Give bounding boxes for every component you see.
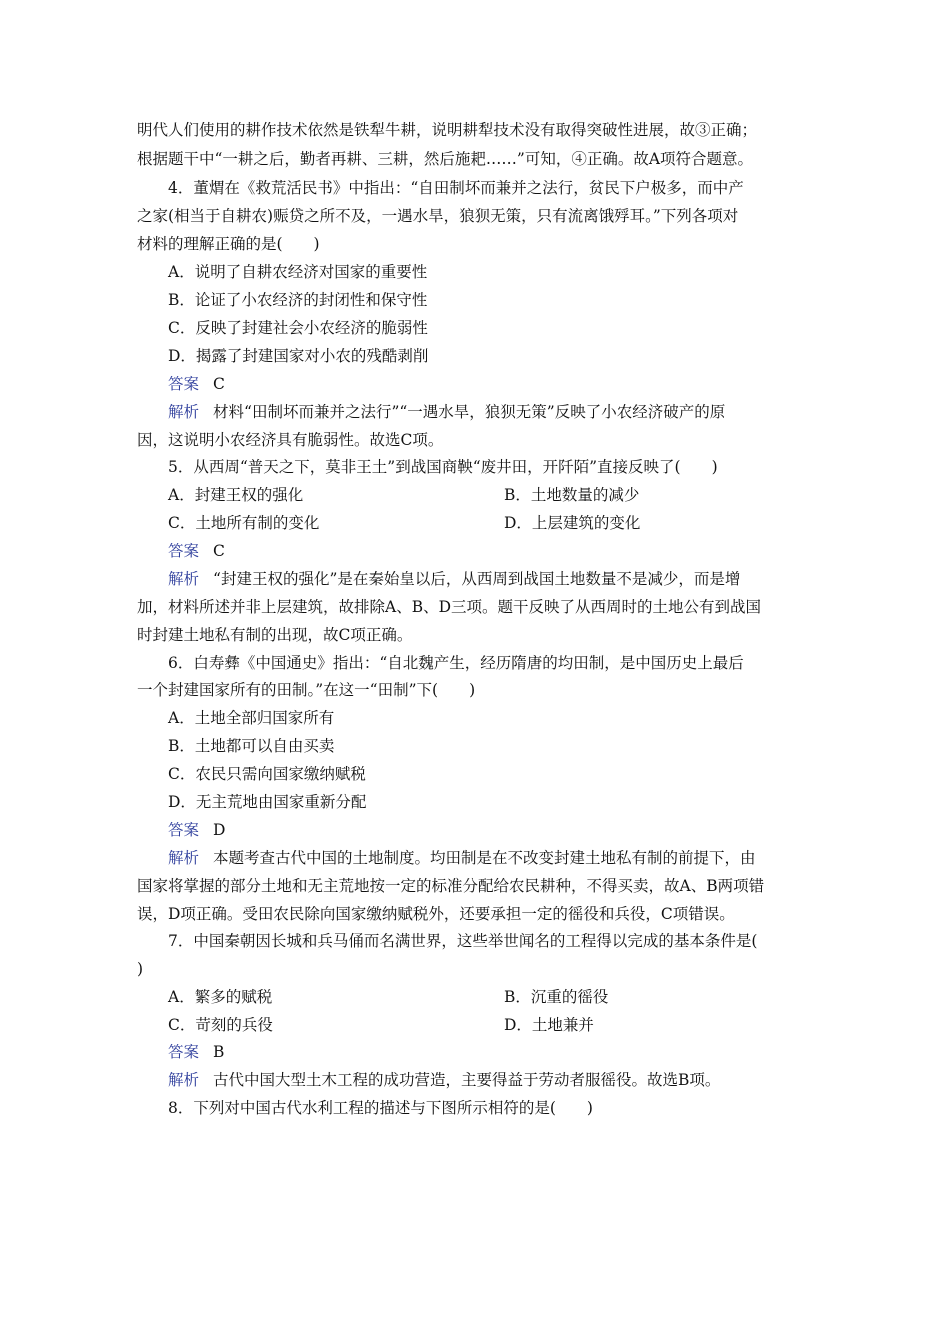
question-7-option-a: A．繁多的赋税 bbox=[168, 988, 273, 1006]
answer-label: 答案 bbox=[168, 821, 200, 839]
question-6-analysis: 误，D项正确。受田农民除向国家缴纳赋税外，还要承担一定的徭役和兵役，C项错误。 bbox=[137, 905, 735, 923]
answer-value: C bbox=[213, 542, 225, 560]
answer-value: B bbox=[213, 1043, 225, 1061]
analysis-label: 解析 bbox=[168, 849, 200, 867]
answer-label: 答案 bbox=[168, 375, 200, 393]
analysis-text: 材料“田制坏而兼并之法行”“一遇水旱，狼狈无策”反映了小农经济破产的原 bbox=[213, 403, 726, 421]
answer-value: C bbox=[213, 375, 225, 393]
question-4-option-d: D．揭露了封建国家对小农的残酷剥削 bbox=[168, 347, 429, 365]
question-6-answer bbox=[168, 819, 814, 843]
question-4-option-b: B．论证了小农经济的封闭性和保守性 bbox=[168, 291, 428, 309]
question-5-analysis bbox=[168, 568, 814, 592]
question-6-option-a: A．土地全部归国家所有 bbox=[168, 709, 335, 727]
analysis-label: 解析 bbox=[168, 403, 200, 421]
question-6-option-b: B．土地都可以自由买卖 bbox=[168, 737, 335, 755]
question-5-answer bbox=[168, 540, 814, 564]
question-4-answer bbox=[168, 373, 814, 397]
question-7-option-d: D．土地兼并 bbox=[504, 1016, 594, 1034]
question-5-option-c: C．土地所有制的变化 bbox=[168, 514, 320, 532]
question-5-analysis: 加，材料所述并非上层建筑，故排除A、B、D三项。题干反映了从西周时的土地公有到战国 bbox=[137, 598, 762, 616]
question-7-option-c: C．苛刻的兵役 bbox=[168, 1016, 273, 1034]
question-8-stem: 8．下列对中国古代水利工程的描述与下图所示相符的是( ) bbox=[168, 1099, 593, 1117]
question-7-analysis bbox=[168, 1069, 814, 1093]
question-4-analysis: 因，这说明小农经济具有脆弱性。故选C项。 bbox=[137, 431, 444, 449]
question-6-analysis bbox=[168, 847, 814, 871]
question-4-stem: 之家(相当于自耕农)赈贷之所不及，一遇水旱，狼狈无策，只有流离饿殍耳。”下列各项对 bbox=[137, 207, 739, 225]
question-7-stem: 7．中国秦朝因长城和兵马俑而名满世界，这些举世闻名的工程得以完成的基本条件是( bbox=[168, 932, 758, 950]
question-5-stem: 5．从西周“普天之下，莫非王土”到战国商鞅“废井田，开阡陌”直接反映了( ) bbox=[168, 458, 718, 476]
question-5-option-d: D．上层建筑的变化 bbox=[504, 514, 641, 532]
analysis-label: 解析 bbox=[168, 570, 200, 588]
text-line: 根据题干中“一耕之后，勤者再耕、三耕，然后施耙……”可知，④正确。故A项符合题意。 bbox=[137, 150, 754, 168]
answer-label: 答案 bbox=[168, 542, 200, 560]
question-5-analysis: 时封建土地私有制的出现，故C项正确。 bbox=[137, 626, 413, 644]
question-4-analysis bbox=[168, 401, 814, 425]
question-6-stem: 6．白寿彝《中国通史》指出：“自北魏产生，经历隋唐的均田制，是中国历史上最后 bbox=[168, 654, 744, 672]
question-4-option-a: A．说明了自耕农经济对国家的重要性 bbox=[168, 263, 428, 281]
text-line: 明代人们使用的耕作技术依然是铁犁牛耕，说明耕犁技术没有取得突破性进展，故③正确； bbox=[137, 121, 758, 139]
question-6-option-d: D．无主荒地由国家重新分配 bbox=[168, 793, 367, 811]
question-5-option-b: B．土地数量的减少 bbox=[504, 486, 640, 504]
analysis-label: 解析 bbox=[168, 1071, 200, 1089]
question-7-answer bbox=[168, 1041, 814, 1065]
question-6-option-c: C．农民只需向国家缴纳赋税 bbox=[168, 765, 366, 783]
question-6-analysis: 国家将掌握的部分土地和无主荒地按一定的标准分配给农民耕种，不得买卖，故A、B两项错 bbox=[137, 877, 765, 895]
question-4-stem: 材料的理解正确的是( ) bbox=[137, 235, 320, 253]
question-7-option-b: B．沉重的徭役 bbox=[504, 988, 609, 1006]
answer-value: D bbox=[213, 821, 226, 839]
answer-label: 答案 bbox=[168, 1043, 200, 1061]
analysis-text: 古代中国大型土木工程的成功营造，主要得益于劳动者服徭役。故选B项。 bbox=[213, 1071, 721, 1089]
question-4-stem: 4．董煟在《救荒活民书》中指出：“自田制坏而兼并之法行，贫民下户极多，而中产 bbox=[168, 179, 744, 197]
analysis-text: “封建王权的强化”是在秦始皇以后，从西周到战国土地数量不是减少，而是增 bbox=[213, 570, 741, 588]
question-4-option-c: C．反映了封建社会小农经济的脆弱性 bbox=[168, 319, 428, 337]
question-6-stem: 一个封建国家所有的田制。”在这一“田制”下( ) bbox=[137, 681, 476, 699]
question-7-stem: ) bbox=[137, 960, 144, 978]
question-5-option-a: A．封建王权的强化 bbox=[168, 486, 304, 504]
analysis-text: 本题考查古代中国的土地制度。均田制是在不改变封建土地私有制的前提下，由 bbox=[213, 849, 756, 867]
